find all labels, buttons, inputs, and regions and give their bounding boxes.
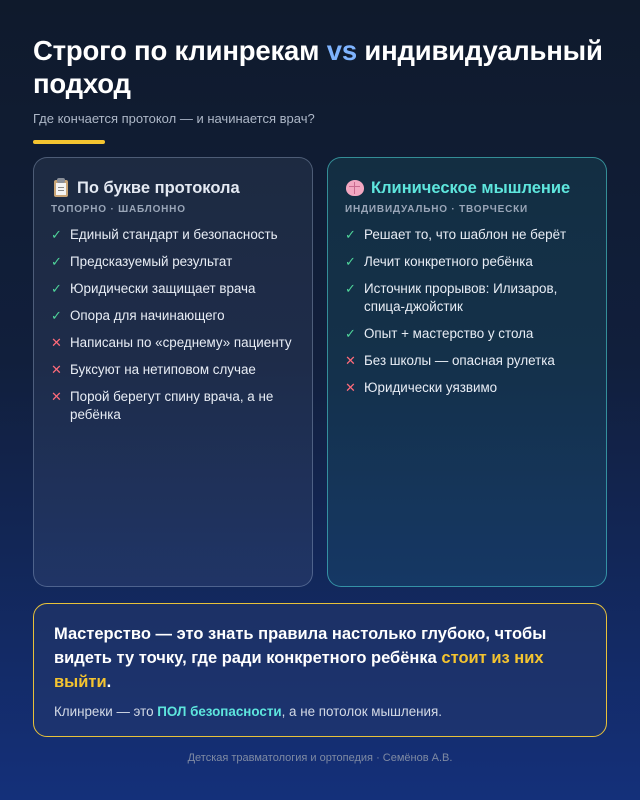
clinical-card-title-text: Клиническое мышление [371, 178, 571, 197]
protocol-items-list [51, 226, 295, 424]
header [33, 34, 623, 144]
list-item [51, 253, 295, 271]
check-icon: ✓ [51, 308, 62, 323]
list-item [51, 307, 295, 325]
list-item [345, 325, 589, 343]
clinical-items-list [345, 226, 589, 397]
quote-note-highlight: ПОЛ безопасности [157, 704, 282, 719]
list-item [51, 280, 295, 298]
list-item [51, 334, 295, 352]
clinical-card-title [345, 178, 589, 198]
cross-icon: ✕ [345, 380, 356, 395]
protocol-card-subtitle: ТОПОРНО · ШАБЛОННО [51, 204, 186, 215]
list-item-text: Юридически защищает врача [70, 281, 256, 296]
page-title [33, 34, 623, 100]
list-item [51, 226, 295, 244]
list-item [345, 379, 589, 397]
list-item-text: Буксуют на нетиповом случае [70, 362, 256, 377]
list-item [51, 388, 295, 424]
check-icon: ✓ [345, 254, 356, 269]
cross-icon: ✕ [345, 353, 356, 368]
list-item-text: Опора для начинающего [70, 308, 225, 323]
check-icon: ✓ [345, 227, 356, 242]
list-item-text: Порой берегут спину врача, а не ребёнка [70, 389, 274, 422]
quote-box [33, 603, 607, 737]
clinical-card-subtitle: ИНДИВИДУАЛЬНО · ТВОРЧЕСКИ [345, 204, 529, 215]
check-icon: ✓ [345, 326, 356, 341]
list-item [345, 226, 589, 244]
list-item-text: Опыт + мастерство у стола [364, 326, 534, 341]
accent-divider [33, 140, 105, 144]
check-icon: ✓ [51, 254, 62, 269]
protocol-card-title [51, 178, 295, 198]
check-icon: ✓ [51, 227, 62, 242]
list-item-text: Юридически уязвимо [364, 380, 498, 395]
list-item [51, 361, 295, 379]
protocol-card-title-text: По букве протокола [77, 178, 240, 197]
cross-icon: ✕ [51, 362, 62, 377]
list-item [345, 280, 589, 316]
check-icon: ✓ [345, 281, 356, 296]
list-item [345, 253, 589, 271]
clinical-thinking-card [327, 157, 607, 587]
quote-note: Клинреки — это ПОЛ безопасности, а не потолок мышления. [54, 704, 442, 719]
footer-credit: Детская травматология и ортопедия · Семёнов А.В. [187, 752, 453, 764]
title-part-2: индивидуальный подход [33, 35, 603, 99]
list-item-text: Предсказуемый результат [70, 254, 233, 269]
list-item-text: Решает то, что шаблон не берёт [364, 227, 567, 242]
title-vs: vs [326, 35, 357, 66]
protocol-card [33, 157, 313, 587]
cross-icon: ✕ [51, 389, 62, 404]
page-subtitle: Где кончается протокол — и начинается врач? [33, 111, 315, 126]
title-part-1: Строго по клинрекам [33, 35, 327, 66]
list-item-text: Без школы — опасная рулетка [364, 353, 555, 368]
clipboard-icon [51, 178, 71, 198]
list-item-text: Источник прорывов: Илизаров, спица-джойстик [364, 281, 558, 314]
list-item [345, 352, 589, 370]
list-item-text: Написаны по «среднему» пациенту [70, 335, 292, 350]
list-item-text: Лечит конкретного ребёнка [364, 254, 533, 269]
brain-icon [345, 178, 365, 198]
quote-highlight: стоит из них выйти [54, 649, 544, 691]
cross-icon: ✕ [51, 335, 62, 350]
check-icon: ✓ [51, 281, 62, 296]
list-item-text: Единый стандарт и безопасность [70, 227, 278, 242]
quote-main: Мастерство — это знать правила настолько глубоко, чтобы видеть ту точку, где ради конкретного ребёнка стоит из них выйти. [54, 625, 547, 691]
